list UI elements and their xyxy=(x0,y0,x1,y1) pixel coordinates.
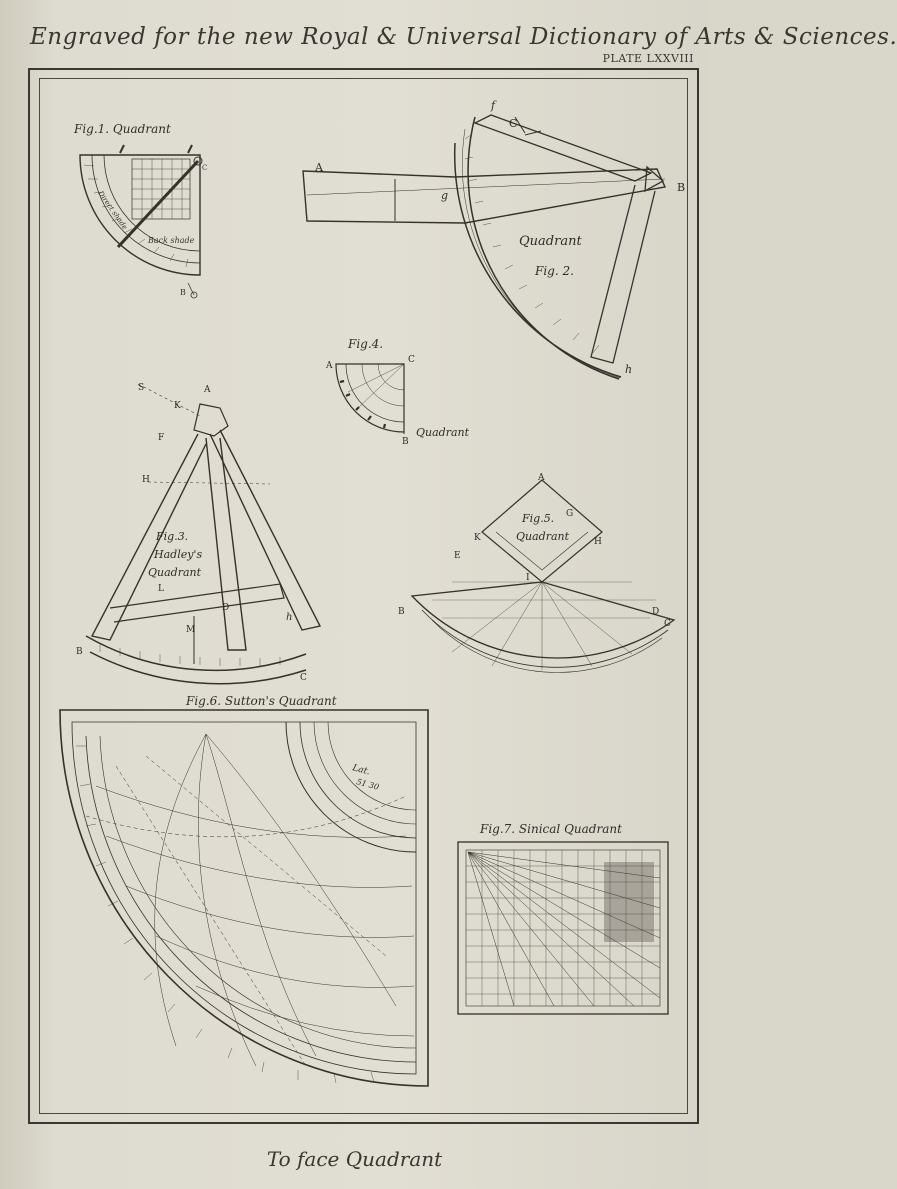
fig3-letter-k: K xyxy=(174,401,181,411)
footer-caption: To face Quadrant xyxy=(266,1147,443,1171)
fig5-letter-k: K xyxy=(474,533,481,543)
fig5-letter-g: G xyxy=(566,509,574,519)
fig3-label-line1: Fig.3. xyxy=(156,530,189,543)
fig5-letter-c: C xyxy=(664,619,671,629)
fig6-suttons-quadrant-engraving xyxy=(56,706,434,1090)
fig2-letter-a: A xyxy=(315,161,323,174)
fig3-letter-d: D xyxy=(222,603,230,613)
fig7-label: Fig.7. Sinical Quadrant xyxy=(480,822,622,836)
fig4-quadrant-engraving xyxy=(318,348,498,448)
fig5-letter-d: D xyxy=(652,607,660,617)
fig2-letter-h: h xyxy=(625,363,633,376)
fig3-letter-h-lower: h xyxy=(286,612,293,623)
header xyxy=(30,22,897,65)
fig2-label-bottom: Fig. 2. xyxy=(535,264,574,278)
fig3-hadley-quadrant-engraving xyxy=(70,368,320,683)
fig4-letter-a: A xyxy=(326,361,333,371)
fig5-letter-h: H xyxy=(594,537,602,547)
fig6-label: Fig.6. Sutton's Quadrant xyxy=(186,694,337,708)
fig1-direct-shade-text: Direct shade xyxy=(96,189,129,232)
header-title: Engraved for the new Royal & Universal Dictionary of Arts & Sciences. xyxy=(30,24,897,50)
fig5-label-line1: Fig.5. xyxy=(522,512,555,525)
fig3-letter-l: L xyxy=(158,584,164,594)
fig7-shaded-region xyxy=(604,862,654,942)
fig5-letter-i: I xyxy=(526,573,530,583)
fig5-label-line2: Quadrant xyxy=(516,530,570,543)
fig5-letter-e: E xyxy=(454,551,461,561)
fig3-letter-m: M xyxy=(186,625,196,635)
fig5-quadrant-engraving xyxy=(392,470,682,670)
fig4-quadrant-text: Quadrant xyxy=(416,426,470,439)
fig2-letter-f: f xyxy=(491,99,496,112)
fig4-letter-c: C xyxy=(408,355,415,365)
fig3-label-line2: Hadley's xyxy=(154,548,203,561)
fig3-letter-a: A xyxy=(204,385,211,395)
fig1-letter-b: B xyxy=(180,288,186,297)
fig2-label-top: Quadrant xyxy=(519,234,582,249)
fig6-lat-value: 51 30 xyxy=(355,777,380,792)
fig4-label: Fig.4. xyxy=(348,337,384,351)
fig2-letter-c: C xyxy=(509,117,518,130)
fig7-sinical-quadrant-engraving xyxy=(454,838,672,1018)
fig3-letter-b: B xyxy=(76,647,83,657)
fig3-letter-s: S xyxy=(138,383,145,393)
plate-number: PLATE LXXVIII xyxy=(602,52,694,65)
fig6-lat-label: Lat. xyxy=(351,763,372,778)
fig4-letter-b: B xyxy=(402,437,409,447)
fig5-letter-a: A xyxy=(538,473,545,483)
fig3-letter-f: F xyxy=(158,433,165,443)
fig5-letter-b: B xyxy=(398,607,405,617)
fig1-quadrant-engraving xyxy=(70,135,220,300)
fig2-letter-g: g xyxy=(441,189,449,202)
fig3-letter-h: H xyxy=(142,475,150,485)
fig2-letter-b: B xyxy=(677,181,686,194)
fig1-back-shade-text: Back shade xyxy=(148,236,195,245)
fig3-letter-c: C xyxy=(300,673,307,683)
fig1-label: Fig.1. Quadrant xyxy=(74,122,171,136)
fig1-letter-c: C xyxy=(202,164,208,172)
fig3-label-line3: Quadrant xyxy=(148,566,202,579)
